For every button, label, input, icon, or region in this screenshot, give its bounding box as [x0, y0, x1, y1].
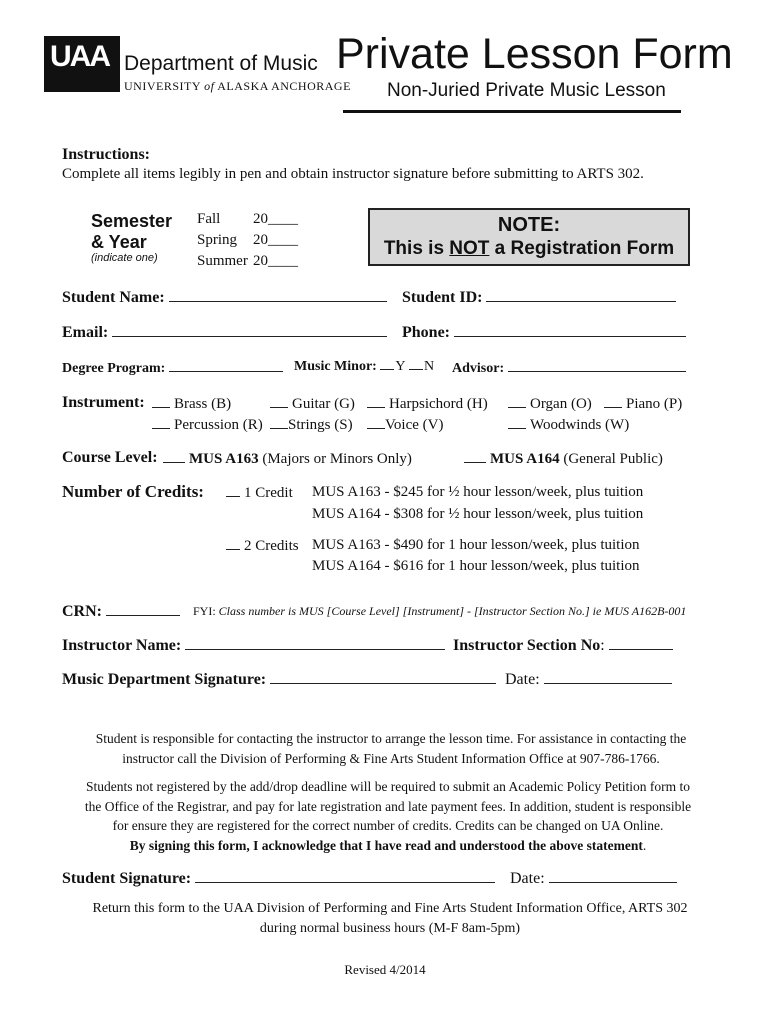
course-blank[interactable] — [464, 450, 486, 463]
email-field[interactable] — [62, 322, 387, 342]
revised-date: Revised 4/2014 — [344, 962, 426, 977]
instrument-option-harpsichord[interactable] — [367, 395, 488, 413]
crn-field[interactable] — [62, 601, 180, 621]
credits-option-1[interactable] — [226, 484, 293, 502]
acknowledgement-text: By signing this form, I acknowledge that I have read and understood the above statement — [129, 837, 643, 853]
phone-field[interactable] — [402, 322, 686, 342]
course-code: MUS A163 — [189, 451, 259, 467]
header-rule — [343, 110, 681, 113]
semester-label: Semester — [91, 211, 173, 231]
credits-two-line-2: MUS A164 - $616 for 1 hour lesson/week, plus tuition — [312, 558, 640, 574]
instrument-name: Brass (B) — [174, 396, 232, 412]
notice-2-line-2: the Office of the Registrar, and pay for late registration and late payment fees. In addition, student is responsible — [84, 798, 692, 814]
instructions-heading: Instructions: — [62, 146, 151, 163]
course-desc: (Majors or Minors Only) — [262, 451, 412, 467]
instrument-blank[interactable] — [152, 416, 170, 429]
instrument-blank[interactable] — [604, 395, 622, 408]
semester-option-summer[interactable] — [197, 253, 298, 270]
department-name: Department of Music — [124, 52, 318, 75]
note-pre: This is — [383, 238, 450, 259]
notice-2-line-1: Students not registered by the add/drop deadline will be required to submit an Academic Policy Petition form to — [86, 779, 690, 794]
instructor-name-label: Instructor Name: — [62, 637, 182, 654]
instrument-name: Strings (S) — [288, 417, 353, 433]
notice-1-line-1: Student is responsible for contacting the instructor to arrange the lesson time. For assistance in contacting the — [95, 731, 687, 746]
email-label: Email: — [62, 324, 109, 341]
acknowledgement-period: . — [642, 837, 647, 853]
instrument-name: Organ (O) — [530, 396, 592, 412]
semester-option-fall[interactable] — [197, 211, 298, 228]
return-line-2: during normal business hours (M-F 8am-5pm) — [259, 921, 521, 936]
instrument-option-piano[interactable] — [604, 395, 682, 413]
course-level-label: Course Level: — [62, 449, 158, 466]
university-suffix: ALASKA ANCHORAGE — [217, 79, 351, 93]
university-of: of — [204, 79, 215, 93]
university-prefix: UNIVERSITY — [124, 79, 201, 93]
music-minor-field[interactable] — [294, 357, 434, 375]
instrument-blank[interactable] — [270, 416, 288, 429]
course-level-option-a164[interactable] — [464, 450, 663, 468]
degree-program-field[interactable] — [62, 357, 283, 377]
semester-name: Summer — [197, 253, 248, 269]
instrument-option-guitar[interactable] — [270, 395, 355, 413]
student-date-label: Date: — [510, 870, 545, 887]
university-name — [124, 79, 351, 94]
notice-2 — [0, 777, 770, 855]
music-minor-label: Music Minor: — [294, 359, 377, 374]
student-signature-label: Student Signature: — [62, 870, 192, 887]
advisor-line[interactable] — [508, 357, 686, 372]
instrument-option-strings[interactable] — [270, 416, 353, 434]
notice-2-line-3: for ensure they are registered for the correct number of credits. Credits can be changed on UA Online. — [112, 818, 664, 833]
instructor-section-colon: : — [600, 637, 605, 654]
instrument-blank[interactable] — [508, 395, 526, 408]
instrument-option-voice[interactable] — [367, 416, 443, 434]
credits-one-label: 1 Credit — [244, 485, 293, 501]
notice-1 — [0, 729, 770, 769]
instrument-name: Woodwinds (W) — [530, 417, 630, 433]
credits-one-line-1: MUS A163 - $245 for ½ hour lesson/week, plus tuition — [312, 484, 644, 500]
minor-no: N — [423, 359, 435, 374]
credits-option-2[interactable] — [226, 537, 299, 555]
note-post: a Registration Form — [489, 238, 675, 259]
crn-label: CRN: — [62, 603, 102, 620]
instrument-name: Voice (V) — [385, 417, 444, 433]
credits-label: Number of Credits: — [62, 482, 204, 501]
student-date-line[interactable] — [549, 868, 677, 883]
note-emph: NOT — [449, 238, 490, 259]
page-title: Private Lesson Form — [336, 30, 733, 78]
phone-line[interactable] — [454, 322, 686, 337]
semester-name: Fall — [197, 211, 221, 227]
student-name-line[interactable] — [169, 287, 387, 302]
dept-date-field[interactable] — [505, 669, 672, 689]
note-box — [368, 208, 690, 266]
student-signature-field[interactable] — [62, 868, 495, 888]
fyi-label: FYI: — [193, 604, 216, 618]
semester-name: Spring — [197, 232, 238, 248]
advisor-label: Advisor: — [452, 361, 505, 376]
minor-yes-blank[interactable] — [380, 357, 394, 370]
acknowledgement — [0, 836, 770, 856]
instructor-section-label: Instructor Section No — [453, 637, 601, 654]
dept-signature-field[interactable] — [62, 669, 496, 689]
instrument-blank[interactable] — [270, 395, 288, 408]
course-level-option-a163[interactable] — [163, 450, 412, 468]
notice-1-line-2: instructor call the Division of Performing & Fine Arts Student Information Office at 907-786-1766. — [122, 751, 660, 766]
instrument-option-percussion[interactable] — [152, 416, 263, 434]
student-name-label: Student Name: — [62, 289, 165, 306]
course-desc: (General Public) — [563, 451, 663, 467]
instructor-section-field[interactable] — [453, 635, 673, 655]
note-title: NOTE: — [497, 214, 561, 236]
uaa-logo — [44, 36, 120, 92]
instrument-blank[interactable] — [508, 416, 526, 429]
dept-signature-line[interactable] — [270, 669, 496, 684]
instructor-name-field[interactable] — [62, 635, 445, 655]
instrument-name: Piano (P) — [626, 396, 683, 412]
student-id-field[interactable] — [402, 287, 676, 307]
semester-year: 20____ — [253, 253, 298, 269]
instructions-text: Complete all items legibly in pen and obtain instructor signature before submitting to ARTS 302. — [62, 166, 644, 182]
semester-hint: (indicate one) — [91, 252, 158, 264]
dept-signature-label: Music Department Signature: — [62, 671, 267, 688]
instrument-blank[interactable] — [367, 416, 385, 429]
student-id-label: Student ID: — [402, 289, 483, 306]
student-signature-line[interactable] — [195, 868, 495, 883]
phone-label: Phone: — [402, 324, 450, 341]
course-blank[interactable] — [163, 450, 185, 463]
course-code: MUS A164 — [490, 451, 560, 467]
degree-program-label: Degree Program: — [62, 361, 166, 376]
credits-blank[interactable] — [226, 537, 240, 550]
instrument-name: Harpsichord (H) — [389, 396, 488, 412]
logo-text: UAA — [50, 40, 109, 73]
student-id-line[interactable] — [486, 287, 676, 302]
instructor-section-line[interactable] — [609, 635, 673, 650]
year-label: & Year — [91, 232, 147, 252]
instructor-name-line[interactable] — [185, 635, 445, 650]
credits-one-line-2: MUS A164 - $308 for ½ hour lesson/week, plus tuition — [312, 506, 644, 522]
semester-option-spring[interactable] — [197, 232, 298, 249]
instrument-name: Percussion (R) — [174, 417, 263, 433]
instrument-option-brass[interactable] — [152, 395, 231, 413]
instrument-name: Guitar (G) — [292, 396, 355, 412]
advisor-field[interactable] — [452, 357, 686, 377]
degree-program-line[interactable] — [169, 357, 283, 372]
crn-fyi — [193, 604, 686, 619]
fyi-text: Class number is MUS [Course Level] [Instrument] - [Instructor Section No.] ie MUS A162B-001 — [218, 604, 687, 618]
instrument-option-woodwinds[interactable] — [508, 416, 629, 434]
email-line[interactable] — [112, 322, 387, 337]
crn-line[interactable] — [106, 601, 180, 616]
semester-year: 20____ — [253, 232, 298, 248]
return-line-1: Return this form to the UAA Division of Performing and Fine Arts Student Information Office, ARTS 302 — [92, 901, 688, 916]
instrument-label: Instrument: — [62, 394, 145, 411]
instrument-blank[interactable] — [152, 395, 170, 408]
minor-yes: Y — [395, 359, 406, 374]
dept-date-line[interactable] — [544, 669, 672, 684]
student-name-field[interactable] — [62, 287, 387, 307]
instrument-blank[interactable] — [367, 395, 385, 408]
student-date-field[interactable] — [510, 868, 677, 888]
note-text — [370, 238, 688, 260]
minor-no-blank[interactable] — [409, 357, 423, 370]
dept-date-label: Date: — [505, 671, 540, 688]
page-subtitle: Non-Juried Private Music Lesson — [387, 80, 666, 101]
credits-blank[interactable] — [226, 484, 240, 497]
return-info — [0, 899, 770, 939]
credits-two-label: 2 Credits — [244, 538, 299, 554]
semester-year: 20____ — [253, 211, 298, 227]
instrument-option-organ[interactable] — [508, 395, 592, 413]
credits-two-line-1: MUS A163 - $490 for 1 hour lesson/week, plus tuition — [312, 537, 640, 553]
